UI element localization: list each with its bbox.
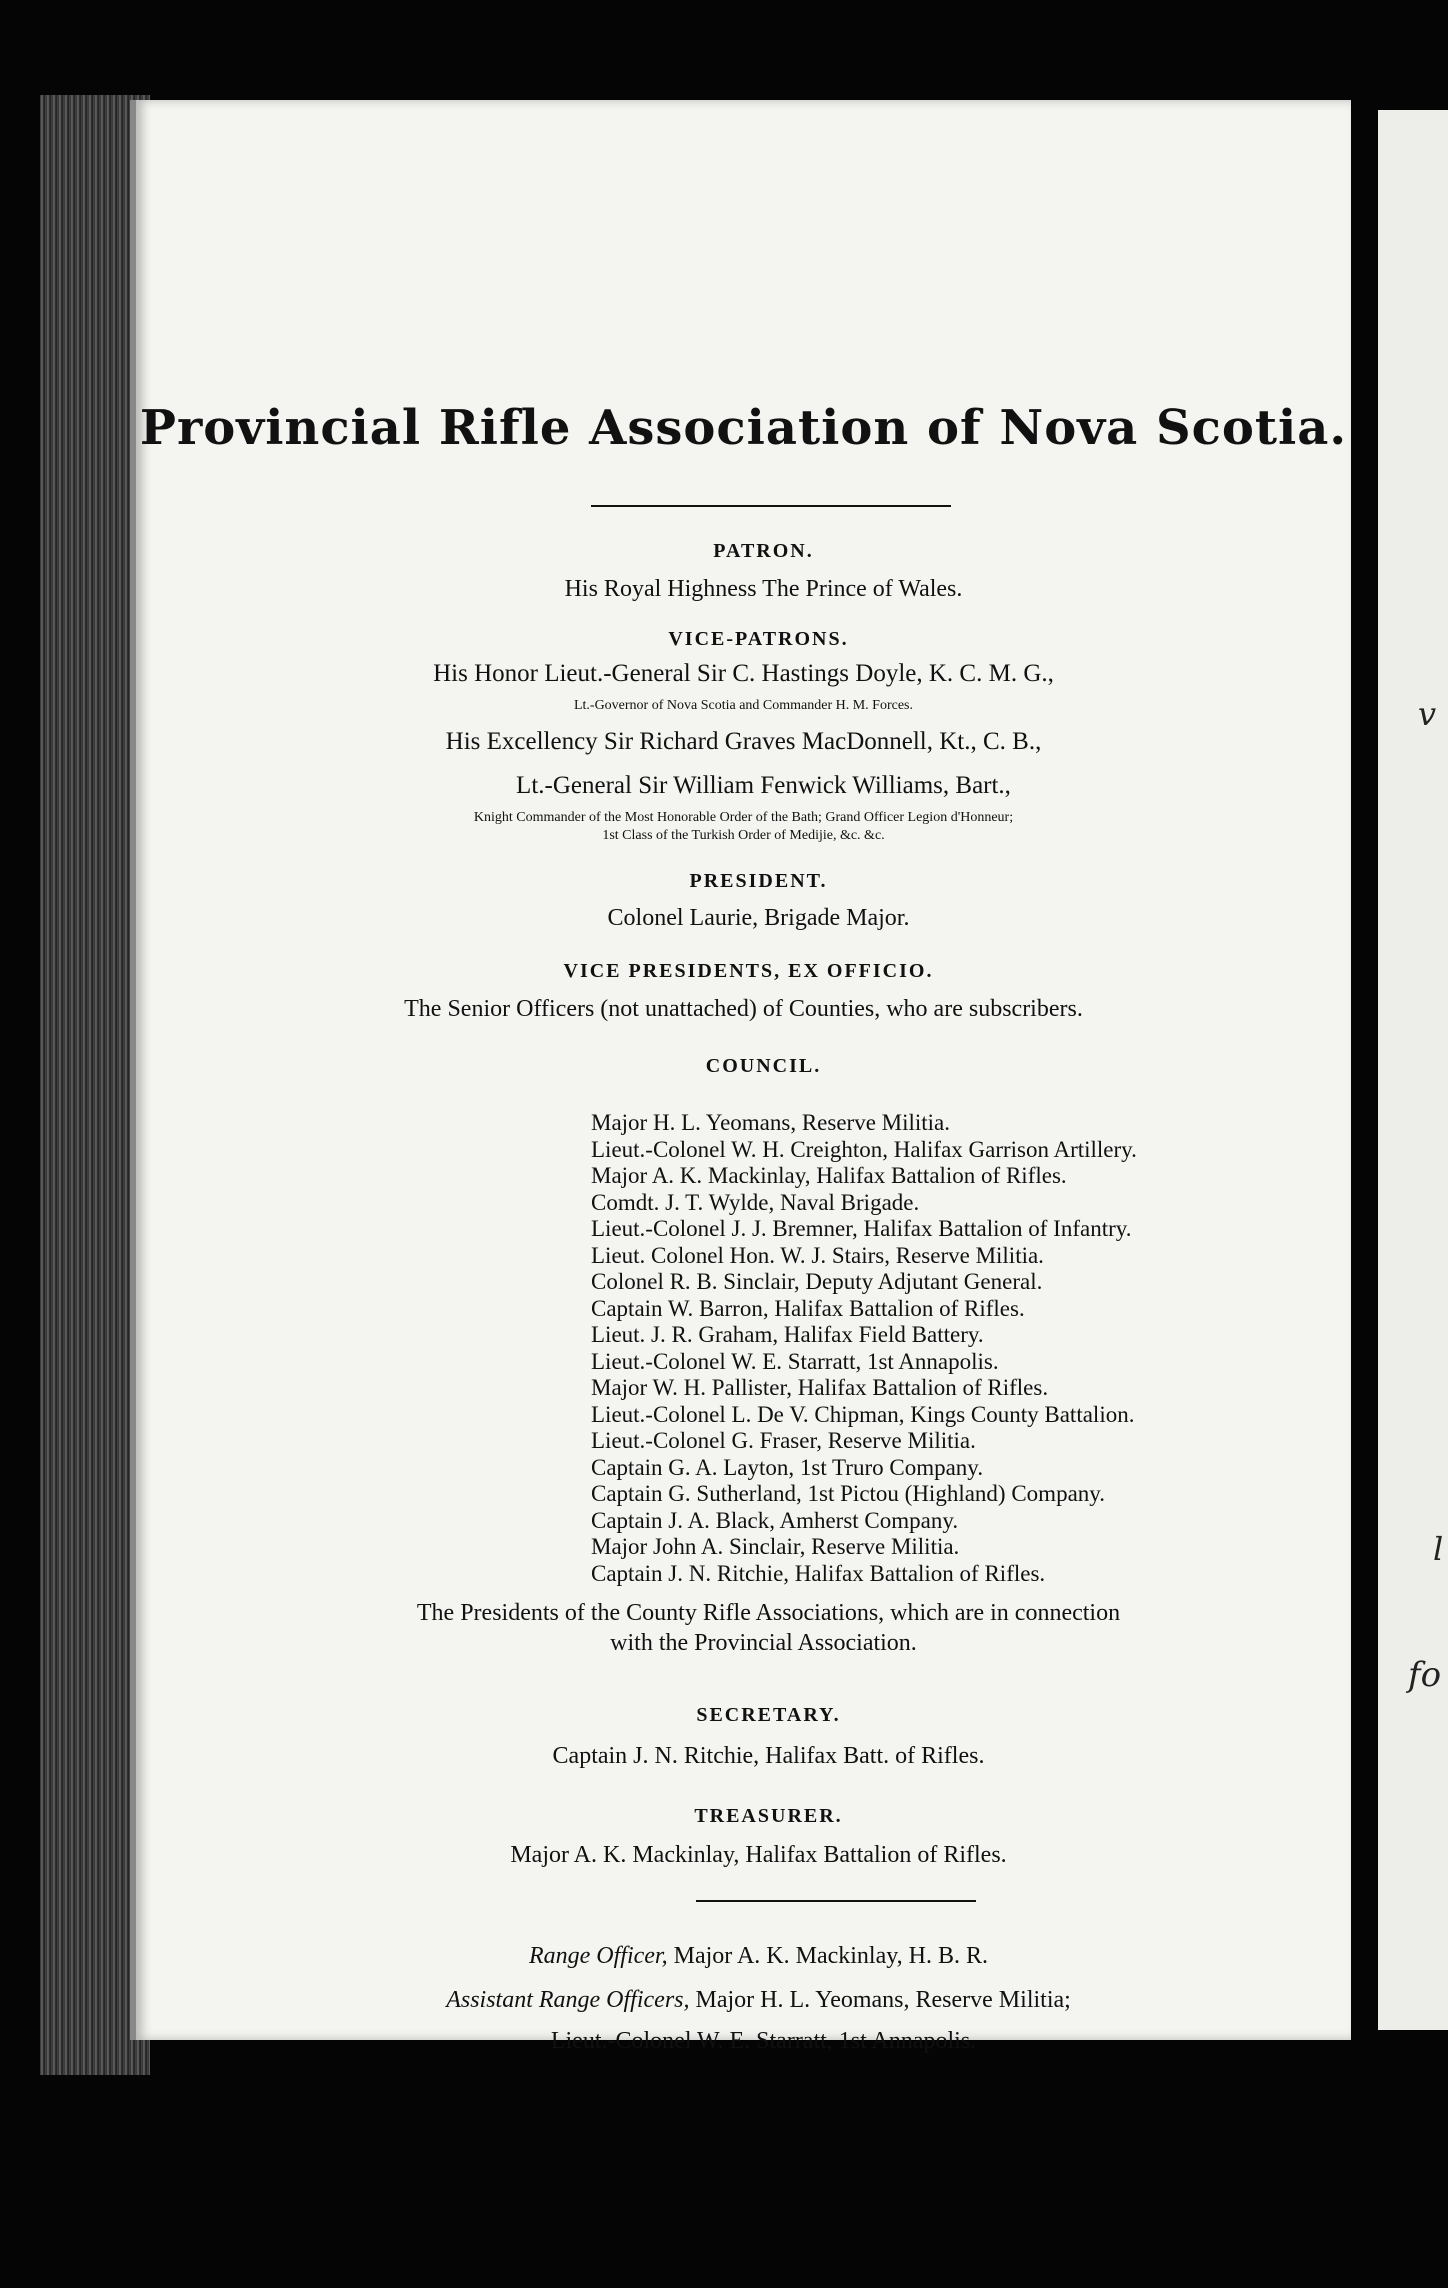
treasurer-line: Major A. K. Mackinlay, Halifax Battalion of Rifles. <box>510 1842 1007 1868</box>
vice-patron-3-note-2: 1st Class of the Turkish Order of Medijie, &c. &c. <box>602 828 885 843</box>
vice-patron-1: His Honor Lieut.-General Sir C. Hastings Doyle, K. C. M. G., <box>433 660 1054 687</box>
vice-patrons-heading: VICE-PATRONS. <box>668 628 849 650</box>
title-divider <box>591 505 951 507</box>
council-heading: COUNCIL. <box>705 1055 822 1077</box>
council-member: Lieut.-Colonel G. Fraser, Reserve Militia. <box>591 1428 976 1453</box>
council-member: Lieut.-Colonel L. De V. Chipman, Kings County Battalion. <box>591 1401 1135 1427</box>
assistant-range-officers-text: Major H. L. Yeomans, Reserve Militia; <box>695 1987 1071 2013</box>
assistant-range-officers-line-2: Lieut.-Colonel W. E. Starratt, 1st Annapolis. <box>550 2028 977 2054</box>
council-member: Major John A. Sinclair, Reserve Militia. <box>591 1534 960 1559</box>
council-member: Lieut.-Colonel W. E. Starratt, 1st Annapolis. <box>591 1348 999 1374</box>
council-member: Captain J. N. Ritchie, Halifax Battalion of Rifles. <box>591 1560 1046 1586</box>
council-list <box>591 1110 1137 1587</box>
council-member: Major A. K. Mackinlay, Halifax Battalion of Rifles. <box>591 1163 1067 1188</box>
margin-annotation-fo: fo <box>1408 1655 1442 1695</box>
council-closing-1: The Presidents of the County Rifle Associations, which are in connection <box>416 1600 1121 1626</box>
council-member: Colonel R. B. Sinclair, Deputy Adjutant General. <box>591 1269 1043 1294</box>
council-closing-2: with the Provincial Association. <box>610 1630 917 1656</box>
treasurer-heading: TREASURER. <box>694 1805 843 1827</box>
margin-annotation-l: l <box>1433 1530 1444 1568</box>
secretary-heading: SECRETARY. <box>696 1704 841 1726</box>
range-officer-label: Range Officer, <box>528 1943 668 1969</box>
range-officer-line <box>136 1943 1351 1970</box>
patron-line: His Royal Highness The Prince of Wales. <box>564 576 963 602</box>
vice-patron-3-note-1: Knight Commander of the Most Honorable Order of the Bath; Grand Officer Legion d'Honneur; <box>473 810 1014 825</box>
council-member: Lieut. Colonel Hon. W. J. Stairs, Reserve Militia. <box>591 1242 1044 1268</box>
council-member: Captain J. A. Black, Amherst Company. <box>591 1507 959 1533</box>
president-heading: PRESIDENT. <box>689 870 828 892</box>
adjacent-page-strip <box>1378 110 1448 2030</box>
council-member: Captain G. Sutherland, 1st Pictou (Highland) Company. <box>591 1481 1106 1506</box>
vice-presidents-heading: VICE PRESIDENTS, EX OFFICIO. <box>563 960 934 982</box>
vice-patron-3: Lt.-General Sir William Fenwick Williams, Bart., <box>516 772 1011 799</box>
secretary-line: Captain J. N. Ritchie, Halifax Batt. of Rifles. <box>552 1743 985 1769</box>
council-member: Lieut.-Colonel W. H. Creighton, Halifax Garrison Artillery. <box>591 1136 1137 1162</box>
council-member: Captain W. Barron, Halifax Battalion of Rifles. <box>591 1295 1025 1321</box>
vice-patron-1-note: Lt.-Governor of Nova Scotia and Commander H. M. Forces. <box>573 698 914 713</box>
council-member: Major H. L. Yeomans, Reserve Militia. <box>591 1110 951 1135</box>
margin-annotation-v: v <box>1418 695 1437 733</box>
assistant-range-officers-line <box>136 1987 1351 2014</box>
vice-patron-2: His Excellency Sir Richard Graves MacDonnell, Kt., C. B., <box>445 728 1042 755</box>
document-page <box>130 100 1351 2054</box>
council-member: Captain G. A. Layton, 1st Truro Company. <box>591 1454 984 1480</box>
patron-heading: PATRON. <box>713 540 814 562</box>
council-member: Lieut.-Colonel J. J. Bremner, Halifax Battalion of Infantry. <box>591 1216 1132 1241</box>
vice-presidents-line: The Senior Officers (not unattached) of Counties, who are subscribers. <box>404 996 1083 1022</box>
council-member: Comdt. J. T. Wylde, Naval Brigade. <box>591 1189 920 1215</box>
page-title: Provincial Rifle Association of Nova Scotia. <box>139 400 1348 456</box>
officers-divider <box>696 1900 976 1902</box>
range-officer-text: Major A. K. Mackinlay, H. B. R. <box>673 1943 989 1969</box>
council-member: Lieut. J. R. Graham, Halifax Field Battery. <box>591 1322 984 1347</box>
council-member: Major W. H. Pallister, Halifax Battalion of Rifles. <box>591 1375 1049 1400</box>
assistant-range-officers-label: Assistant Range Officers, <box>446 1987 690 2013</box>
president-line: Colonel Laurie, Brigade Major. <box>607 905 910 931</box>
